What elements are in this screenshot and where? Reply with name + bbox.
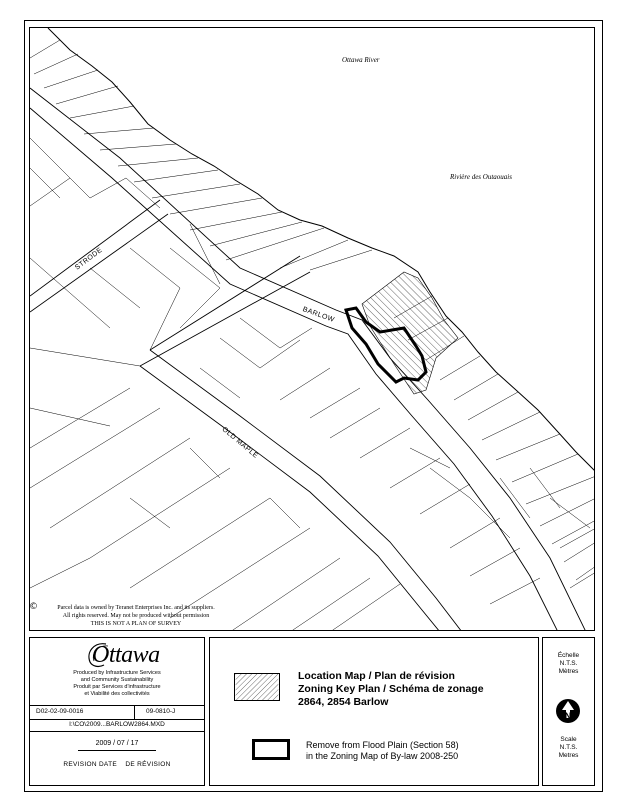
label-strode: STRODE [74, 246, 104, 272]
scale-en-line2: N.T.S. [559, 744, 578, 751]
title-block-left [29, 637, 205, 786]
disclaimer-line1: Parcel data is owned by Teranet Enterprises Inc. and its suppliers. [57, 605, 215, 611]
legend-remove-line1: Remove from Flood Plain (Section 58) [306, 740, 459, 750]
copyright-symbol: © [29, 602, 38, 612]
legend-outline-swatch [252, 739, 290, 760]
scale-fr-line3: Mètres [558, 668, 579, 675]
map-frame [29, 27, 595, 631]
scale-en-line3: Metres [558, 752, 579, 759]
legend-hatch-swatch [234, 673, 280, 701]
scale-french [543, 652, 594, 676]
scale-fr-line1: Échelle [557, 652, 580, 659]
legend-title-line1: Location Map / Plan de révision [298, 670, 455, 682]
revision-underline [78, 750, 156, 751]
barlow-road [30, 88, 586, 631]
scale-block [542, 637, 595, 786]
logo-text: Ottawa [92, 642, 160, 668]
legend-remove-text [306, 740, 459, 762]
svg-text:N: N [564, 711, 572, 721]
produced-line2: and Community Sustainability [80, 677, 154, 683]
connector-road [140, 256, 310, 366]
label-ottawa-river: Ottawa River [342, 56, 380, 64]
disclaimer-line3: THIS IS NOT A PLAN OF SURVEY [90, 621, 182, 627]
legend-title-line2: Zoning Key Plan / Schéma de zonage [298, 683, 484, 695]
label-old-maple: OLD MAPLE [220, 426, 260, 461]
label-riviere-outaouais: Rivière des Outaouais [450, 173, 512, 181]
label-barlow: BARLOW [301, 306, 336, 324]
ottawa-swoosh-icon [84, 640, 114, 670]
produced-line4: et Viabilité des collectivités [84, 691, 150, 697]
ottawa-logo [92, 642, 160, 669]
disclaimer-line2: All rights reserved. May not be produced without permission [62, 613, 210, 619]
shoreline [48, 28, 595, 472]
north-arrow-icon [555, 698, 581, 724]
subject-area-hatched [362, 272, 458, 394]
produced-line3: Produit par Services d'infrastructure [73, 684, 161, 690]
revision-label: REVISION DATE DE RÉVISION [63, 761, 171, 768]
legend-remove-line2: in the Zoning Map of By-law 2008-250 [306, 751, 459, 761]
file-number: D02-02-09-0016 [36, 708, 84, 715]
map-number: 09-0810-J [146, 708, 176, 715]
produced-by [30, 670, 204, 698]
produced-line1: Produced by Infrastructure Services [73, 670, 161, 676]
legend-block [209, 637, 539, 786]
strode-road [30, 200, 168, 312]
file-path: I:\CO\2009...BARLOW2864.MXD [30, 718, 204, 732]
scale-english [543, 736, 594, 760]
revision-date: 2009 / 07 / 17 [95, 740, 139, 747]
map-disclaimer [31, 604, 241, 628]
scale-fr-line2: N.T.S. [559, 660, 578, 667]
legend-title-line3: 2864, 2854 Barlow [298, 696, 389, 708]
legend-title [298, 670, 484, 709]
scale-en-line1: Scale [560, 736, 577, 743]
map-canvas [30, 28, 595, 631]
